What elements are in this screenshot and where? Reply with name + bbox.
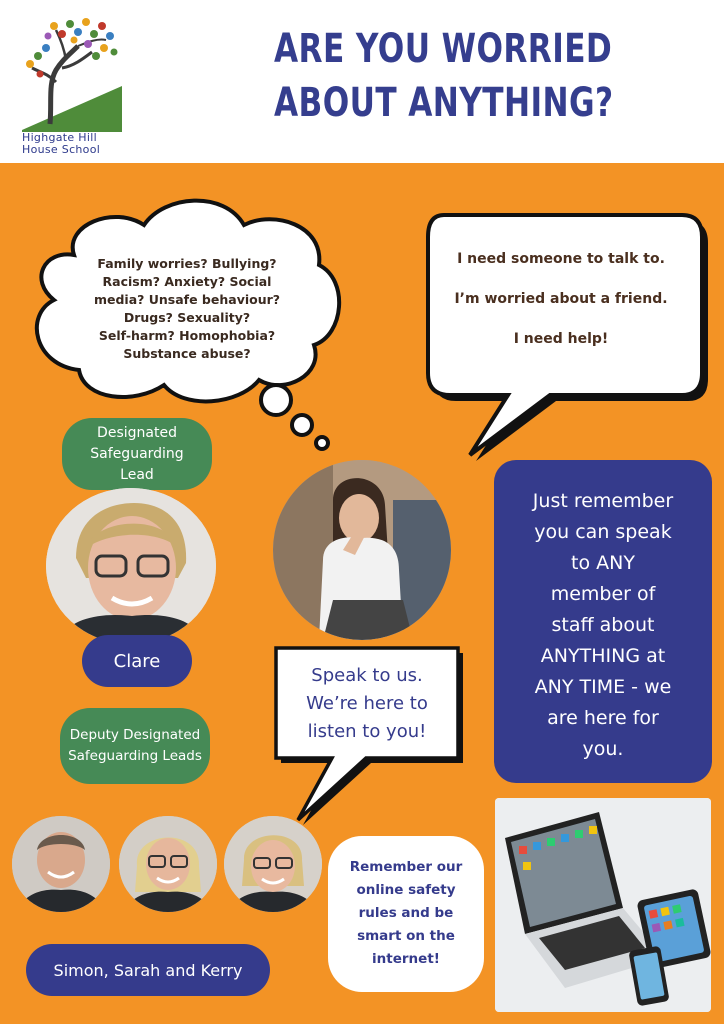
school-name: [22, 132, 132, 156]
remember-line: staff about: [551, 614, 655, 636]
online-line: online safety: [356, 882, 456, 898]
worried-person-icon: [273, 460, 451, 640]
person-avatar-icon: [224, 816, 322, 912]
dsl-role-text: Designated Safeguarding Lead: [90, 424, 184, 483]
person-avatar-icon: [12, 816, 110, 912]
cloud-line: Substance abuse?: [123, 346, 251, 361]
deputy-role-text: Deputy Designated Safeguarding Leads: [68, 727, 202, 764]
clare-name-badge: [82, 635, 192, 687]
speech-line: I need help!: [513, 331, 609, 347]
kerry-photo: [224, 816, 322, 912]
dsl-role-badge: [62, 418, 212, 490]
online-safety-text: [336, 856, 476, 971]
person-avatar-icon: [46, 488, 216, 644]
online-line: rules and be: [358, 905, 454, 921]
remember-line: ANY TIME - we: [534, 676, 672, 698]
title-line1: ARE YOU WORRIED: [274, 26, 613, 72]
laptop-tablet-phone-icon: [495, 798, 711, 1012]
online-line: internet!: [372, 951, 440, 967]
remember-line: you.: [582, 738, 624, 760]
speak-line: We’re here to: [306, 693, 428, 714]
thought-cloud-text: [82, 255, 292, 363]
remember-line: are here for: [547, 707, 659, 729]
school-name-line2b: School: [61, 143, 101, 156]
deputy-role-badge: [60, 708, 210, 784]
remember-line: to ANY: [571, 552, 635, 574]
clare-photo: [46, 488, 216, 644]
remember-line: you can speak: [534, 521, 672, 543]
remember-line: member of: [550, 583, 656, 605]
deputy-names-badge: [26, 944, 270, 996]
remember-line: Just remember: [532, 490, 674, 512]
online-line: Remember our: [349, 859, 463, 875]
speak-line: Speak to us.: [311, 665, 423, 686]
cloud-line: Family worries? Bullying?: [97, 256, 277, 271]
school-name-line2a: House: [22, 143, 58, 156]
speak-to-us-text: [282, 662, 452, 746]
header: [0, 0, 724, 163]
cloud-line: Self-harm? Homophobia?: [98, 328, 276, 343]
sarah-photo: [119, 816, 217, 912]
speech-line: I need someone to talk to.: [457, 251, 665, 267]
person-avatar-icon: [119, 816, 217, 912]
simon-photo: [12, 816, 110, 912]
page-title: [274, 22, 614, 130]
school-name-line1: Highgate Hill: [22, 131, 97, 144]
devices-photo: [495, 798, 711, 1012]
remember-text: [508, 486, 698, 765]
clare-name: Clare: [113, 650, 161, 672]
online-line: smart on the: [357, 928, 455, 944]
cloud-line: media? Unsafe behaviour?: [93, 292, 281, 307]
speech-line: I’m worried about a friend.: [454, 291, 668, 307]
speak-line: listen to you!: [307, 721, 427, 742]
remember-line: ANYTHING at: [540, 645, 666, 667]
cloud-line: Drugs? Sexuality?: [123, 310, 251, 325]
title-line2: ABOUT ANYTHING?: [274, 80, 614, 126]
speech-bubble-text: [430, 250, 692, 370]
cloud-line: Racism? Anxiety? Social: [102, 274, 272, 289]
worried-girl-photo: [273, 460, 451, 640]
deputy-names: Simon, Sarah and Kerry: [53, 960, 243, 980]
